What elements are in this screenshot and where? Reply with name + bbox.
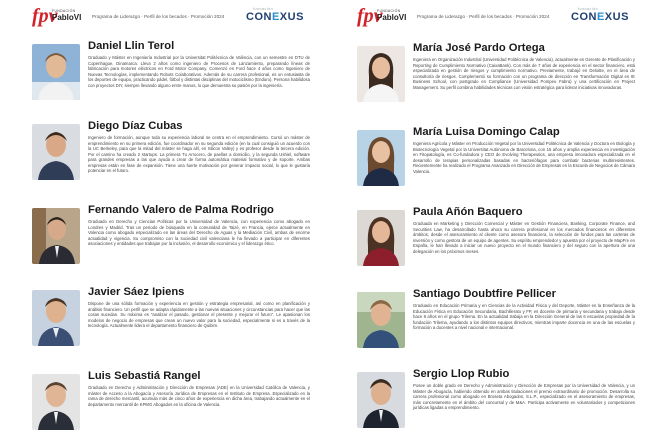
profile-name: Paula Añón Baquero — [413, 206, 523, 218]
profile-name: María José Pardo Ortega — [413, 42, 545, 54]
left-page — [0, 0, 325, 436]
conexus-logo-caption: fundación — [253, 7, 274, 11]
fundacion-logo-letters: fpv — [357, 5, 383, 27]
profile-entry — [0, 286, 325, 358]
profile-photo — [357, 46, 405, 102]
fundacion-logo-name: PabloVI — [377, 13, 407, 22]
profile-photo — [32, 290, 80, 346]
page-header — [325, 0, 650, 30]
profile-name: Fernando Valero de Palma Rodrigo — [88, 204, 274, 216]
profile-name: Daniel Llin Terol — [88, 40, 175, 52]
profile-photo — [357, 210, 405, 266]
profile-bio: Ingeniero de formación, aunque toda su experiencia laboral se centra en el emprendimiento. Cursó un máster de emprendimiento en su primera edición, fue coordinador en su segunda edición (en la cual consiguió un acuerdo con la UC Berkeley, para que la mitad del máster se haga allí, en Silicon Valley) y es profesor desde la tercera edición. Por el camino ha creado 2 startups. La primera Tu Arrocero, de paellas a domicilio, y la segunda Ushiel, software para grandes empresas a las que ayuda a crear de forma automática material formativo y de soporte. Ambas empresas están en fase de expansión. Tiene una fuerte motivación por generar impacto social, lo que le gustaría potenciar en el futuro. — [88, 135, 310, 173]
conexus-logo-part-b: XUS — [279, 11, 304, 23]
profile-entry — [325, 206, 650, 278]
profile-bio: Graduado en Educación Primaria y en Ciencias de la Actividad Física y del Deporte, Máster en la Enseñanza de la Educación Física en Educación Secundaria, Bachillerato y FP, es docente de primaria y secundaria y trabaja desde hace 8 años en el grupo Trilema. En la actualidad trabaja en la Dirección General de las 6 escuelas propiedad de la fundación Trilema, ayudando a los distintos equipos directivos, mientras imparte docencia en una de las escuelas y formación a docentes a nivel nacional e internacional. — [413, 303, 635, 330]
profile-photo — [357, 130, 405, 186]
profile-entry — [325, 368, 650, 440]
profile-bio: Graduado y Máster en Ingeniería Industrial por la Universitat Politècnica de València, con un semestre en DTU de Copenhague, Dinamarca. Lleva 2 años como ingeniero de Procesos de Lanzamiento, preparando líneas de fabricación para motores eléctricos en Ford Motor Company. Comenzó en Ford hace 4 años como Ingeniero de Nuevas Tecnologías, implementando Robots Colaborativos. Además de su carrera profesional, es un entusiasta de los deportes de equipo, practicando pádel, fútbol y distintas disciplinas del motociclismo (Enduro). Persona habilidosa con proyectos DIY, siempre llevando alguno entre manos, lo que demuestra su pasión por la ingeniería. — [88, 55, 310, 88]
conexus-logo-part-b: XUS — [604, 11, 629, 23]
profile-photo — [32, 208, 80, 264]
profile-bio: Ingeniera Agrícola y Máster en Producción Vegetal por la Universidad Politécnica de Valencia y Doctora en Biología y Biotecnología Vegetal por la Universitat Autònoma de Barcelona, con 15 años y amplia experiencia en investigación en Fitopatología, es Co-fundadora y CEO de Evolving Therapeutics, una empresa innovadora especializada en el desarrollo de terapias personalizadas basadas en bacteriófagos para combatir bacterias multirresistentes. Recientemente ha realizado el Programa Avanzado en Dirección de Empresas en la Escuela de Negocios de Cámara Valencia. — [413, 141, 635, 174]
profile-bio: Posee un doble grado en Derecho y Administración y Dirección de Empresas por la Universidad de Valencia, y un Máster de Abogacía, habiendo obtenido en ambas titulaciones el premio extraordinario de promoción. Desarrolla su carrera profesional como abogado en Broseta Abogados, S.L.P., especializado en el asesoramiento de empresas, más concretamente en el ámbito del concursal y de M&A. Participa activamente en voluntariados y competiciones jurídicas ligadas a emprendimiento. — [413, 383, 635, 410]
fundacion-logo-caption: FUNDACIÓN — [52, 9, 76, 13]
profile-entry — [0, 120, 325, 192]
profile-photo — [32, 44, 80, 100]
page-header — [0, 0, 325, 30]
profile-entry — [0, 370, 325, 442]
profile-name: Luis Sebastiá Rangel — [88, 370, 201, 382]
profile-photo — [32, 374, 80, 430]
profile-entry — [0, 204, 325, 276]
profile-bio: Graduado en Derecho y Administración y Dirección de Empresas (ADE) en la Universidad Católica de Valencia, y máster de Acceso a la Abogacía y Asesoría Jurídica de Empresas en el Instituto de Empresa. Especializado en la rama de derecho mercantil, acumula más de cinco años de experiencia en dicha área, trabajando actualmente en el departamento mercantil de KPMG Abogados en la oficina de Valencia. — [88, 385, 310, 407]
fundacion-logo-name: PabloVI — [52, 13, 82, 22]
conexus-logo — [246, 11, 304, 23]
right-page — [325, 0, 650, 436]
conexus-logo-part-a: CON — [571, 11, 597, 23]
fundacion-logo-caption: FUNDACIÓN — [377, 9, 401, 13]
conexus-logo-part-x: E — [596, 11, 605, 23]
conexus-logo — [571, 11, 629, 23]
profile-photo — [357, 292, 405, 348]
program-caption: Programa de Liderazgo · Perfil de los becados · Promoción 2024 — [92, 14, 225, 19]
profile-name: Santiago Doubtfire Pellicer — [413, 288, 556, 300]
profile-bio: Graduada en Marketing y Dirección Comercial y Máster en Gestión Financiera, Banking, Corporate Finance, and Securities Law, ha desarrollado hasta ahora su carrera profesional en los mercados financieros en diferentes ámbitos, desde el asesoramiento al cliente como asesora financiera, la selección de fondos para las carteras de inversión y como gestora de un equipo de agentes. Su espíritu emprendedor y apuesta por el proyecto de MapFre en España, le han llevado a iniciar un nuevo proyecto en el mundo financiero y del seguro con la apertura de una delegación en los próximos meses. — [413, 221, 635, 254]
profile-entry — [325, 288, 650, 360]
conexus-logo-part-a: CON — [246, 11, 272, 23]
profile-name: Javier Sáez Ipiens — [88, 286, 185, 298]
program-caption: Programa de Liderazgo · Perfil de los becados · Promoción 2024 — [417, 14, 550, 19]
profile-name: María Luisa Domingo Calap — [413, 126, 560, 138]
profile-name: Sergio Llop Rubio — [413, 368, 510, 380]
profile-name: Diego Díaz Cubas — [88, 120, 183, 132]
conexus-logo-part-x: E — [271, 11, 280, 23]
profile-entry — [325, 42, 650, 114]
profile-photo — [357, 372, 405, 428]
fundacion-logo-letters: fpv — [32, 5, 58, 27]
profile-bio: Dispone de una sólida formación y experiencia en gestión y estrategia empresarial, así como en planificación y análisis financiero. Un perfil que se adapta rápidamente a las nuevas situaciones y circunstancias para hacer que las cosas sucedan. Su máxima es "analizar el pasado, gestionar el presente y mejorar el futuro". Le apasionan los modelos de negocio de empresas que crean un nuevo valor para la sociedad, especialmente si es a través de la tecnología. Actualmente lidera el departamento financiero de Quibim. — [88, 301, 310, 328]
profile-entry — [325, 126, 650, 198]
profile-photo — [32, 124, 80, 180]
profile-bio: Ingeniera en Organización Industrial (Universidad Politécnica de Valencia), actualmente es Gerente de Planificación y Reporting de Cumplimiento Normativo (CaixaBank). Con más de 7 años de experiencia en el sector financiero, está especializada en gestión de riesgos y cumplimiento normativo. Previamente, trabajó en Deloitte, en el área de consultoría de riesgos. Complementó su formación con un programa de dirección en Transformación Digital en IE Business School, con postgrado en Compliance (Universidad Pompeu Fabra) y una certificación en Project Management. Su perfil combina habilidades técnicas con visión estratégica para liderar iniciativas innovadoras. — [413, 57, 635, 90]
profile-bio: Graduado en Derecho y Ciencias Políticas por la Universidad de Valencia, con experiencia como abogado en Londres y Madrid. Tras un periodo de búsqueda en la comunidad de Taizé, en Francia, ejerce actualmente en Valencia como abogado especializado en las áreas del Derecho de Aguas y la Mediación Civil, ambas de enorme actualidad y vigencia. Su compromiso con la sociedad civil valenciana le ha llevado a participar en diferentes asociaciones y entidades que trabajan por la inclusión, el desarrollo económico y el liderazgo ético. — [88, 219, 310, 246]
conexus-logo-caption: fundación — [578, 7, 599, 11]
profile-entry — [0, 40, 325, 112]
